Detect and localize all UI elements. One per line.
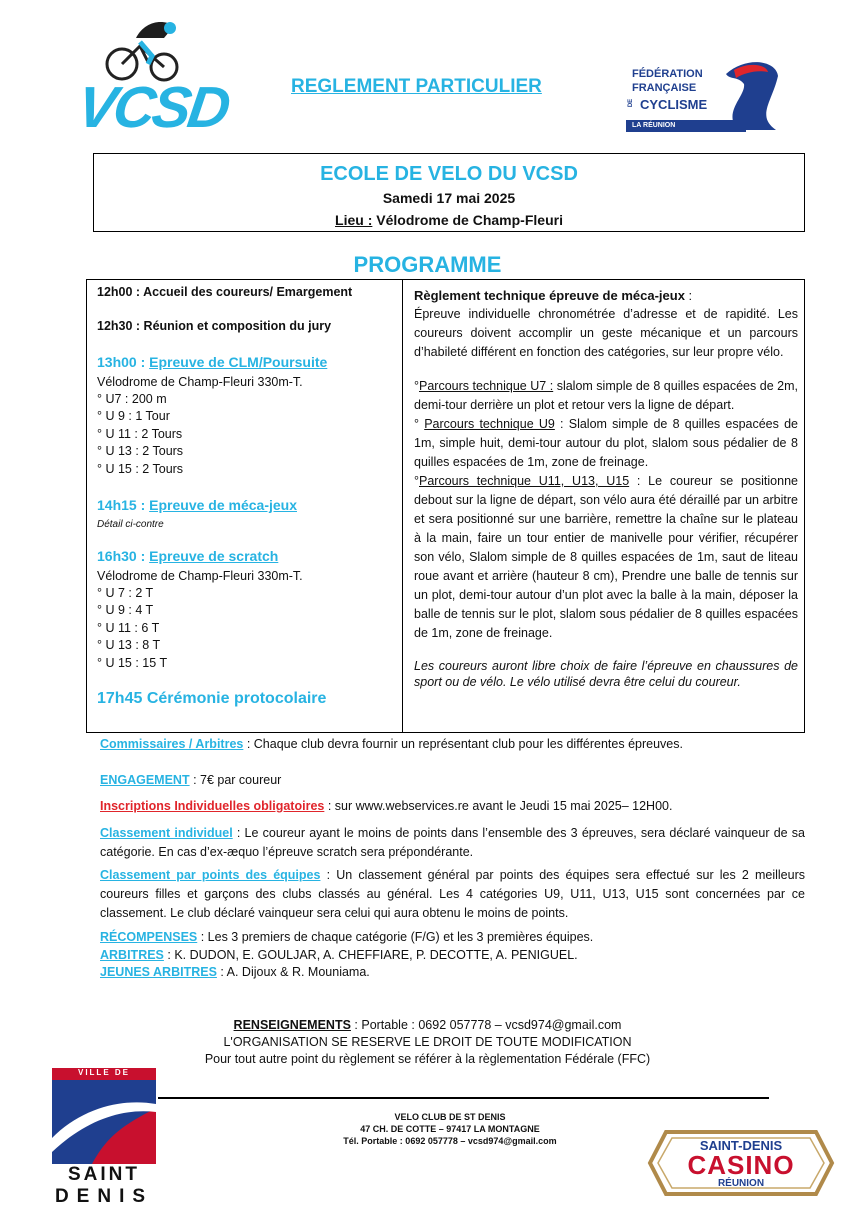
meca-time: 14h15 :	[97, 497, 150, 513]
classement-ind-label: Classement individuel	[100, 826, 233, 840]
renseignements-line1	[0, 1017, 855, 1034]
clm-item: ° U 9 : 1 Tour	[97, 409, 170, 423]
table-divider	[402, 280, 403, 732]
u7-label: Parcours technique U7 :	[419, 379, 554, 393]
casino-line1: SAINT-DENIS	[699, 1138, 783, 1153]
scratch-item: ° U 15 : 15 T	[97, 656, 168, 670]
recompenses	[100, 929, 805, 946]
footer-contact: Tél. Portable : 0692 057778 – vcsd974@gmail.com	[343, 1136, 557, 1146]
ffc-logo	[626, 56, 784, 134]
scratch-item: ° U 11 : 6 T	[97, 621, 160, 635]
renseignements-line2: L'ORGANISATION SE RESERVE LE DROIT DE TOUTE MODIFICATION	[223, 1035, 632, 1049]
ffc-line3: CYCLISME	[640, 97, 708, 112]
footer-club: VELO CLUB DE ST DENIS	[394, 1112, 506, 1122]
u9-label: Parcours technique U9	[424, 417, 555, 431]
jeunes-label: JEUNES ARBITRES	[100, 965, 217, 979]
ceremonie: 17h45 Cérémonie protocolaire	[97, 690, 327, 707]
reglement-u9: ° Parcours technique U9 : Slalom simple de 8 quilles espacées de 1m, simple huit, demi-tour autour du plot, slalom sous pédalier de 8 quilles espacées de 1m, zone de freinage.	[414, 417, 798, 469]
clm-item: ° U 13 : 2 Tours	[97, 444, 184, 458]
reglement-u11: °Parcours technique U11, U13, U15 : Le coureur se positionne debout sur la ligne de départ, son vélo aura été déraillé par un arbitre et sera positionné sur une barrière, remettre la chaîne sur le plateau à la main, faire un tour entier de manivelle pour vérifier, récupérer son vélo, Slalom simple de 8 quilles espacées de 1m, saut de liteau roue avant et arrière (hauteur 8 cm), Prendre une balle de tennis sur un plot, demi-tour autour d’un plot avec la balle à la main, déposer la balle de tennis sur le plot, slalom sous pédalier de 8 quilles espacées de 1m, zone de freinage.	[414, 474, 798, 640]
inscriptions-text: : sur www.webservices.re avant le Jeudi 15 mai 2025– 12H00.	[324, 799, 673, 813]
event-title: ECOLE DE VELO DU VCSD	[320, 163, 578, 185]
reglement-intro: Épreuve individuelle chronométrée d’adresse et de rapidité. Les coureurs doivent accomplir un geste mécanique et un parcours d’habileté différent en fonction des catégories, sur leur propre vélo.	[414, 307, 798, 359]
reglement-technique	[414, 286, 798, 690]
engagement-text: : 7€ par coureur	[189, 773, 282, 787]
arbitres-label: ARBITRES	[100, 948, 164, 962]
recompenses-label: RÉCOMPENSES	[100, 930, 198, 944]
event-location-label: Lieu :	[335, 212, 373, 228]
event-location	[94, 212, 804, 228]
clm-time: 13h00 :	[97, 354, 150, 370]
ffc-line1: FÉDÉRATION	[632, 68, 703, 80]
u9-text: : Slalom simple de 8 quilles espacées de 1m, simple huit, demi-tour autour du plot, slalom sous pédalier de 8 quilles espacées de 1m, zone de freinage.	[414, 417, 798, 469]
u11-label: Parcours technique U11, U13, U15	[419, 474, 630, 488]
schedule-meca	[97, 497, 297, 514]
clm-name: Epreuve de CLM/Poursuite	[149, 354, 328, 370]
arbitres	[100, 947, 805, 964]
clm-place: Vélodrome de Champ-Fleuri 330m-T.	[97, 375, 303, 389]
classement-individuel	[100, 824, 805, 862]
schedule-reunion: 12h30 : Réunion et composition du jury	[97, 319, 332, 333]
meca-note: Détail ci-contre	[97, 519, 164, 530]
engagement-label: ENGAGEMENT	[100, 773, 190, 787]
reglement-title-line	[414, 286, 798, 305]
scratch-time: 16h30 :	[97, 548, 150, 564]
recompenses-text: : Les 3 premiers de chaque catégorie (F/G) et les 3 premières équipes.	[197, 930, 594, 944]
casino-logo	[646, 1118, 836, 1208]
clm-item: ° U7 : 200 m	[97, 392, 167, 406]
scratch-item: ° U 9 : 4 T	[97, 603, 154, 617]
commissaires-label: Commissaires / Arbitres	[100, 737, 244, 751]
scratch-name: Epreuve de scratch	[149, 548, 279, 564]
schedule-clm	[97, 354, 327, 371]
reglement-note: Les coureurs auront libre choix de faire l’épreuve en chaussures de sport ou de vélo. Le vélo utilisé devra être celui du coureur.	[414, 659, 798, 689]
classement-eq-text: : Un classement général par points des équipes sera effectué sur les 2 meilleurs coureurs filles et garçons des clubs classés au général. Les 4 catégories U9, U11, U13, U15 sont concernées par ce classement. Le club déclaré vainqueur sera celui qui aura obtenu le moins de points.	[100, 868, 805, 920]
event-box	[93, 153, 805, 232]
u11-text: : Le coureur se positionne debout sur la ligne de départ, son vélo aura été déraillé par un arbitre et sera positionné sur une barrière, remettre la chaîne sur le plateau à la main, faire un tour entier de manivelle pour vérifier, récupérer son vélo, Slalom simple de 8 quilles espacées de 1m, saut de liteau roue avant et arrière (hauteur 8 cm), Prendre une balle de tennis sur un plot, demi-tour autour d’un plot avec la balle à la main, déposer la balle de tennis sur le plot, slalom sous pédalier de 8 quilles espacées de 1m, zone de freinage.	[414, 474, 798, 640]
ffc-de: DE	[628, 98, 635, 108]
ffc-line2: FRANÇAISE	[632, 82, 697, 94]
reglement-title-suffix: :	[684, 288, 693, 303]
classement-eq-label: Classement par points des équipes	[100, 868, 321, 882]
renseignements-label: RENSEIGNEMENTS	[233, 1018, 351, 1032]
arbitres-text: : K. DUDON, E. GOULJAR, A. CHEFFIARE, P. DECOTTE, A. PENIGUEL.	[163, 948, 578, 962]
meca-name: Epreuve de méca-jeux	[149, 497, 297, 513]
renseignements-line3: Pour tout autre point du règlement se référer à la règlementation Fédérale (FFC)	[204, 1052, 651, 1066]
classement-equipes	[100, 866, 805, 923]
footer-address: 47 CH. DE COTTE – 97417 LA MONTAGNE	[360, 1124, 540, 1134]
ville-saint-denis-logo	[52, 1068, 156, 1208]
programme-table	[86, 279, 805, 733]
vcsd-logo	[73, 12, 232, 152]
renseignements-text: : Portable : 0692 057778 – vcsd974@gmail.com	[350, 1018, 622, 1032]
renseignements	[0, 1017, 855, 1068]
inscriptions	[100, 797, 805, 816]
commissaires-text: : Chaque club devra fournir un représentant club pour les différentes épreuves.	[243, 737, 683, 751]
event-date: Samedi 17 mai 2025	[382, 190, 516, 206]
reglement-u7: °Parcours technique U7 : slalom simple de 8 quilles espacées de 2m, demi-tour derrière un plot et retour vers la ligne de départ.	[414, 379, 798, 412]
casino-line3: RÉUNION	[717, 1178, 765, 1189]
classement-ind-text: : Le coureur ayant le moins de points dans l’ensemble des 3 épreuves, sera déclaré vainqueur de sa catégorie. En cas d’ex-æquo l’épreuve scratch sera prépondérante.	[100, 826, 805, 859]
event-location-value: Vélodrome de Champ-Fleuri	[372, 212, 563, 228]
clm-item: ° U 15 : 2 Tours	[97, 462, 184, 476]
schedule-scratch	[97, 548, 278, 565]
document-title: REGLEMENT PARTICULIER	[291, 76, 542, 97]
vcsd-logo-text: VCSD	[73, 75, 232, 140]
scratch-place: Vélodrome de Champ-Fleuri 330m-T.	[97, 569, 303, 583]
footer-divider	[158, 1097, 769, 1099]
inscriptions-label: Inscriptions Individuelles obligatoires	[100, 799, 325, 813]
ffc-line4: LA RÉUNION	[632, 122, 676, 129]
commissaires	[100, 735, 805, 754]
footer-info	[200, 1111, 700, 1147]
ville-line2: DENIS	[54, 1186, 154, 1207]
clm-item: ° U 11 : 2 Tours	[97, 427, 183, 441]
casino-line2: CASINO	[687, 1150, 795, 1180]
programme-title: PROGRAMME	[353, 252, 502, 277]
schedule-accueil: 12h00 : Accueil des coureurs/ Emargement	[97, 285, 353, 299]
engagement	[100, 771, 805, 790]
scratch-item: ° U 13 : 8 T	[97, 638, 161, 652]
ville-top: VILLE DE	[77, 1068, 130, 1077]
ville-line1: SAINT	[68, 1164, 140, 1185]
reglement-title: Règlement technique épreuve de méca-jeux	[414, 288, 685, 303]
jeunes-arbitres	[100, 964, 805, 981]
jeunes-text: : A. Dijoux & R. Mouniama.	[216, 965, 370, 979]
scratch-item: ° U 7 : 2 T	[97, 586, 154, 600]
u7-text: slalom simple de 8 quilles espacées de 2m, demi-tour derrière un plot et retour vers la ligne de départ.	[414, 379, 798, 412]
ville-emblem-icon	[52, 1068, 156, 1164]
